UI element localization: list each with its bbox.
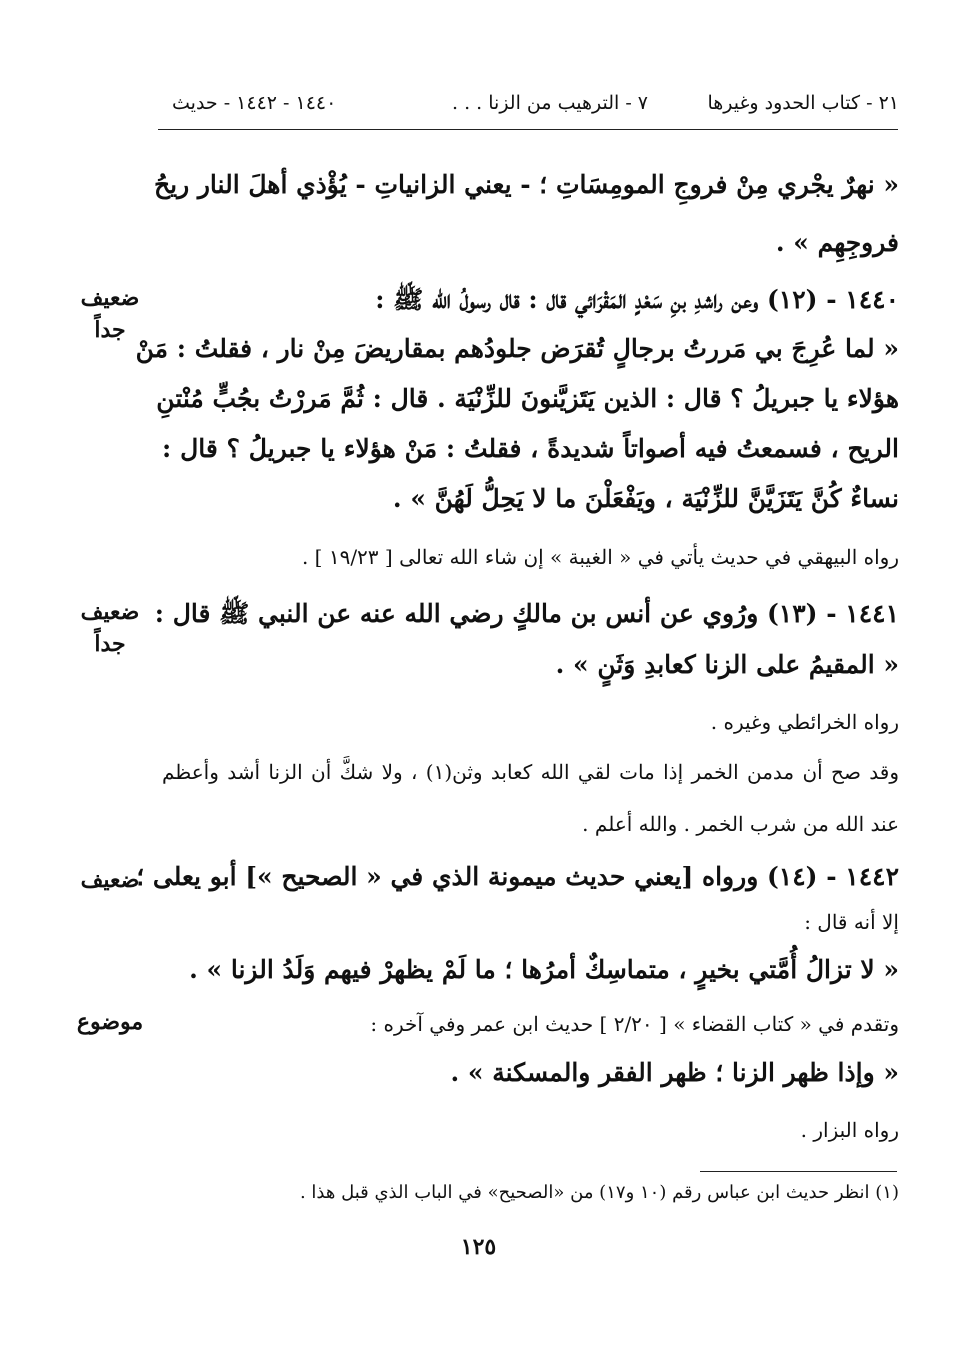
hadith-1441-intro: ١٤٤١ - (١٣) ورُوي عن أنس بن مالكٍ رضي الله عنه عن النبي ﷺ قال : xyxy=(154,599,899,628)
note-line: عند الله من شرب الخمر . والله أعلم . xyxy=(582,812,899,836)
running-header-section: ٧ - الترهيب من الزنا . . . xyxy=(452,92,648,114)
footnote: (١) انظر حديث ابن عباس رقم (١٠ و١٧) من «الصحيح» في الباب الذي قبل هذا . xyxy=(299,1182,899,1203)
hadith-1442-intro: ١٤٤٢ - (١٤) ورواه [يعني حديث ميمونة الذي في « الصحيح »] أبو يعلى ؛ xyxy=(136,862,899,891)
grade-label: ضعيف جداً xyxy=(80,285,140,343)
text-line: هؤلاء يا جبريلُ ؟ قال : الذين يَتَزيَّنونَ للزِّنْيَة . قال : ثُمَّ مَررْتُ بجُبٍّ مُنْتنِ xyxy=(156,384,899,413)
text-line: « لما عُرِجَ بي مَررتُ برجالٍ تُقرَض جلودُهم بمقاريضَ مِنْ نار ، فقلتُ : مَنْ xyxy=(135,334,899,363)
text-line: « لا تزالُ أُمَّتي بخيرٍ ، متماسِكٌ أمرُها ؛ ما لَمْ يظهرْ فيهم وَلَدُ الزنا » . xyxy=(189,955,899,984)
source-line: رواه البزار . xyxy=(800,1118,899,1142)
reference-line: وتقدم في « كتاب القضاء » [ ٢/٢٠ ] حديث ابن عمر وفي آخره : xyxy=(370,1012,899,1036)
grade-label: ضعيف جداً xyxy=(80,599,140,657)
text-line: الريح ، فسمعتُ فيه أصواتاً شديدةً ، فقلتُ : مَنْ هؤلاء يا جبريلُ ؟ قال : xyxy=(162,434,899,463)
source-line: رواه الخرائطي وغيره . xyxy=(710,710,899,734)
text-line: نساءٌ كُنَّ يَتَزَيَّنَّ للزِّنْيَة ، ويَفْعَلْنَ ما لا يَحِلُّ لَهُنَّ » . xyxy=(392,484,899,513)
text-line: « وإذا ظهر الزنا ؛ ظهر الفقر والمسكنة » . xyxy=(450,1058,899,1087)
note-line: وقد صح أن مدمن الخمر إذا مات لقي الله كعابد وثن(١) ، ولا شكَّ أن الزنا أشد وأعظم xyxy=(162,760,899,784)
page-number: ١٢٥ xyxy=(460,1234,497,1260)
text-line: « نهرٌ يجْري مِنْ فروجِ المومِسَاتِ ؛ - يعني الزانياتِ - يُؤْذي أهلَ النار ريحُ xyxy=(153,170,899,199)
text-line: فروجِهِم » . xyxy=(775,228,899,257)
grade-label: موضوع xyxy=(76,1009,144,1035)
running-header-range: ١٤٤٠ - ١٤٤٢ - حديث xyxy=(172,92,337,114)
hadith-1440-intro: ١٤٤٠ - (١٢) وعن راشدِ بنِ سَعْدٍ المَقْرَائي قال : قال رسولُ الله ﷺ : xyxy=(375,285,899,314)
grade-label: ضعيف xyxy=(80,867,140,893)
header-rule xyxy=(158,129,898,130)
text-line: إلا أنه قال : xyxy=(804,910,899,934)
footnote-rule xyxy=(700,1171,897,1172)
text-line: « المقيمُ على الزنا كعابدِ وَثَنٍ » . xyxy=(555,650,899,679)
source-line: رواه البيهقي في حديث يأتي في « الغيبة » إن شاء الله تعالى [ ١٩/٢٣ ] . xyxy=(301,545,899,569)
running-header-chapter: ٢١ - كتاب الحدود وغيرها xyxy=(707,92,899,114)
